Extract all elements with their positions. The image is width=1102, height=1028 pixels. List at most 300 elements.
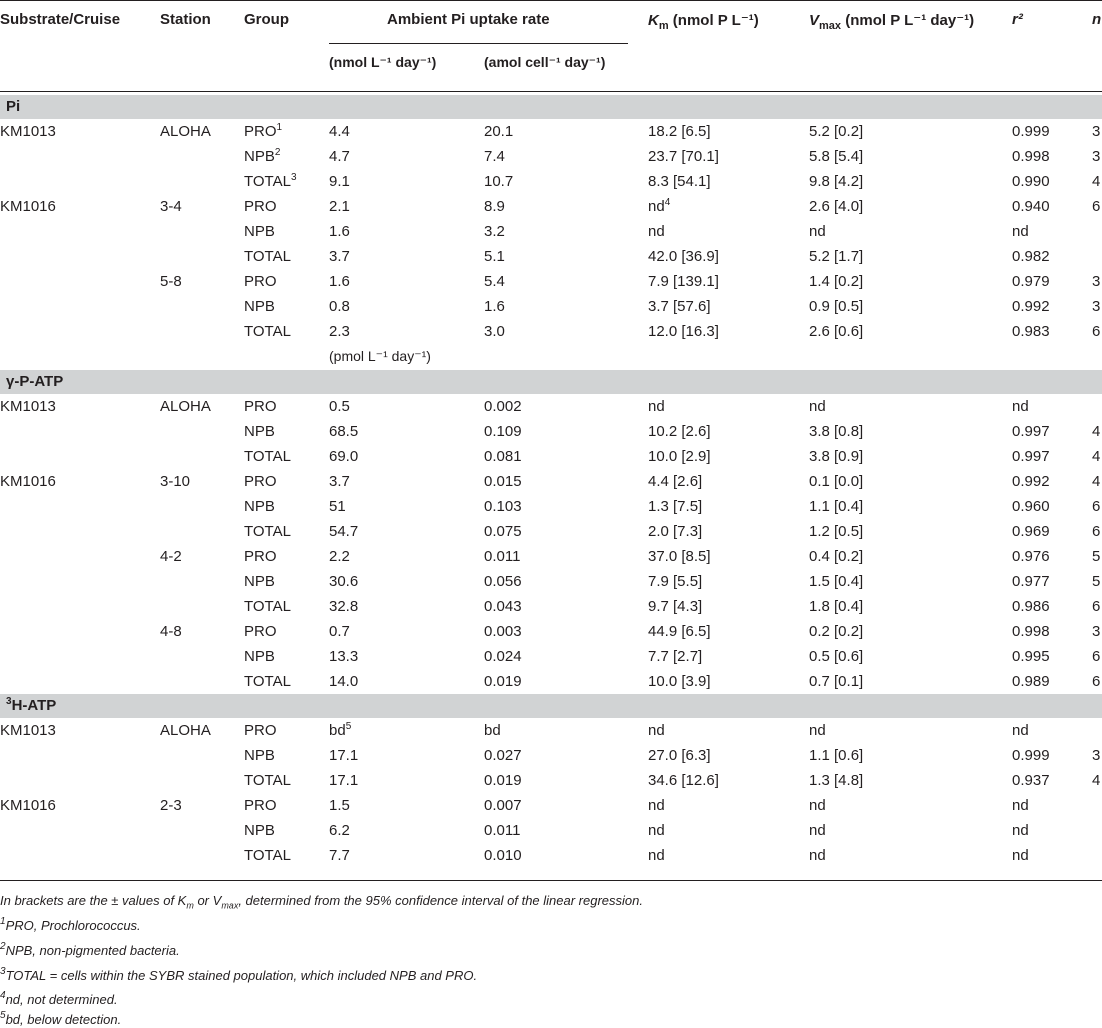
r2-cell-text: 0.992 xyxy=(1012,473,1050,490)
r2-cell-text: 0.979 xyxy=(1012,273,1050,290)
station-cell-text: ALOHA xyxy=(160,398,211,415)
table-top-rule xyxy=(0,0,1102,1)
r2-cell xyxy=(1012,498,1050,515)
uptake-volume-cell xyxy=(329,548,350,565)
footnote-main-part1: In brackets are the ± values of K xyxy=(0,893,187,908)
km-cell xyxy=(648,198,670,215)
km-cell xyxy=(648,123,711,140)
uptake-volume-cell-text: bd xyxy=(329,722,346,739)
vmax-cell-text: 9.8 [4.2] xyxy=(809,173,864,190)
km-cell xyxy=(648,548,711,565)
uptake-cell-cell xyxy=(484,173,513,190)
uptake-cell-cell xyxy=(484,822,520,839)
group-cell-text: NPB xyxy=(244,298,275,315)
uptake-cell-cell xyxy=(484,473,522,490)
table-row xyxy=(0,220,1102,245)
n-cell xyxy=(1092,323,1100,340)
footnote-2 xyxy=(0,943,180,958)
group-cell xyxy=(244,198,277,215)
km-unit: (nmol P L⁻¹) xyxy=(668,12,759,29)
uptake-volume-cell xyxy=(329,298,350,315)
uptake-volume-cell xyxy=(329,198,350,215)
footnote-text: nd, not determined. xyxy=(5,992,118,1007)
group-cell-text: PRO xyxy=(244,473,277,490)
km-cell xyxy=(648,473,702,490)
n-cell-text: 6 xyxy=(1092,198,1101,215)
uptake-volume-cell xyxy=(329,673,358,690)
n-cell-text: 3 xyxy=(1092,623,1101,640)
km-cell xyxy=(648,248,719,265)
km-cell xyxy=(648,498,702,515)
station-cell xyxy=(160,548,182,565)
r2-cell xyxy=(1012,123,1050,140)
group-cell xyxy=(244,323,291,340)
group-cell xyxy=(244,648,275,665)
header-r2: r² xyxy=(1012,11,1023,28)
n-cell xyxy=(1092,173,1100,190)
km-cell-text: 23.7 [70.1] xyxy=(648,148,719,165)
group-cell-text: TOTAL xyxy=(244,448,291,465)
vmax-cell-text: nd xyxy=(809,223,826,240)
km-cell-text: 18.2 [6.5] xyxy=(648,123,711,140)
n-cell xyxy=(1092,673,1100,690)
vmax-cell xyxy=(809,623,863,640)
vmax-cell xyxy=(809,123,863,140)
r2-cell-text: nd xyxy=(1012,398,1029,415)
unit-note-row xyxy=(0,345,1102,370)
r2-cell xyxy=(1012,473,1050,490)
station-cell-text: 2-3 xyxy=(160,797,182,814)
r2-cell-text: 0.977 xyxy=(1012,573,1050,590)
n-cell-text: 6 xyxy=(1092,323,1101,340)
station-cell-text: ALOHA xyxy=(160,123,211,140)
cruise-cell-text: KM1016 xyxy=(0,473,56,490)
table-row xyxy=(0,545,1102,570)
cruise-cell-text: KM1013 xyxy=(0,123,56,140)
n-cell-text: 4 xyxy=(1092,173,1101,190)
group-cell-text: PRO xyxy=(244,123,277,140)
vmax-cell xyxy=(809,722,826,739)
table-row xyxy=(0,595,1102,620)
r2-cell-text: 0.990 xyxy=(1012,173,1050,190)
header-station: Station xyxy=(160,11,211,28)
uptake-cell-cell-text: 7.4 xyxy=(484,148,505,165)
uptake-cell-cell-text: 3.2 xyxy=(484,223,505,240)
uptake-cell-cell xyxy=(484,747,522,764)
uptake-cell-cell-text: 0.075 xyxy=(484,523,522,540)
r2-cell xyxy=(1012,248,1050,265)
cruise-cell-text: KM1013 xyxy=(0,722,56,739)
vmax-cell-text: 0.1 [0.0] xyxy=(809,473,864,490)
group-cell-text: TOTAL xyxy=(244,598,291,615)
group-cell-text: NPB xyxy=(244,498,275,515)
cruise-cell-text: KM1016 xyxy=(0,198,56,215)
n-cell-text: 3 xyxy=(1092,273,1101,290)
vmax-cell-text: 2.6 [4.0] xyxy=(809,198,864,215)
km-cell-text: nd xyxy=(648,198,665,215)
cruise-cell xyxy=(0,473,56,490)
vmax-cell xyxy=(809,772,863,789)
vmax-cell xyxy=(809,822,826,839)
station-cell-text: 3-10 xyxy=(160,473,191,490)
uptake-cell-cell xyxy=(484,847,522,864)
footnote-mark: 1 xyxy=(0,916,6,927)
group-cell-text: TOTAL xyxy=(244,173,291,190)
uptake-volume-cell-text: 30.6 xyxy=(329,573,359,590)
r2-cell xyxy=(1012,323,1050,340)
r2-cell-text: 0.960 xyxy=(1012,498,1050,515)
vmax-cell-text: nd xyxy=(809,398,826,415)
vmax-cell-text: nd xyxy=(809,847,826,864)
vmax-cell-text: 0.4 [0.2] xyxy=(809,548,864,565)
table-row xyxy=(0,445,1102,470)
vmax-cell xyxy=(809,847,826,864)
uptake-volume-cell-footnote-mark: 5 xyxy=(345,721,352,732)
r2-cell xyxy=(1012,747,1050,764)
uptake-volume-cell-text: 68.5 xyxy=(329,423,359,440)
km-cell-text: 10.2 [2.6] xyxy=(648,423,711,440)
uptake-volume-cell-text: 54.7 xyxy=(329,523,359,540)
table-row xyxy=(0,620,1102,645)
vmax-cell-text: 0.7 [0.1] xyxy=(809,673,864,690)
group-cell-text: PRO xyxy=(244,273,277,290)
uptake-volume-cell-text: 0.7 xyxy=(329,623,350,640)
r2-cell-text: nd xyxy=(1012,847,1029,864)
footnote-1 xyxy=(0,918,141,933)
km-cell-text: 42.0 [36.9] xyxy=(648,248,719,265)
uptake-cell-cell xyxy=(484,323,505,340)
table-row xyxy=(0,170,1102,195)
station-cell-text: 4-8 xyxy=(160,623,182,640)
uptake-volume-cell-text: 17.1 xyxy=(329,747,359,764)
uptake-cell-cell-text: bd xyxy=(484,722,501,739)
header-group: Group xyxy=(244,11,289,28)
uptake-volume-cell-text: 69.0 xyxy=(329,448,359,465)
r2-cell-text: 0.940 xyxy=(1012,198,1050,215)
r2-cell xyxy=(1012,797,1029,814)
table-row xyxy=(0,195,1102,220)
vmax-cell xyxy=(809,173,863,190)
vmax-cell xyxy=(809,548,863,565)
group-cell-text: TOTAL xyxy=(244,772,291,789)
uptake-cell-cell-text: 5.1 xyxy=(484,248,505,265)
uptake-volume-cell xyxy=(329,323,350,340)
uptake-cell-cell xyxy=(484,398,522,415)
vmax-cell xyxy=(809,298,863,315)
uptake-volume-cell-text: 13.3 xyxy=(329,648,359,665)
km-cell-text: nd xyxy=(648,398,665,415)
uptake-cell-cell xyxy=(484,598,522,615)
n-cell xyxy=(1092,273,1100,290)
km-cell xyxy=(648,822,665,839)
uptake-volume-cell-text: 14.0 xyxy=(329,673,359,690)
uptake-volume-cell xyxy=(329,598,358,615)
uptake-volume-cell-text: 17.1 xyxy=(329,772,359,789)
vmax-cell-text: 1.1 [0.4] xyxy=(809,498,864,515)
uptake-cell-cell-text: 8.9 xyxy=(484,198,505,215)
group-cell-text: TOTAL xyxy=(244,523,291,540)
uptake-volume-cell xyxy=(329,623,350,640)
km-cell-text: 12.0 [16.3] xyxy=(648,323,719,340)
group-cell xyxy=(244,498,275,515)
uptake-volume-cell-text: 0.5 xyxy=(329,398,350,415)
uptake-volume-cell xyxy=(329,423,358,440)
footnote-main-sub1: m xyxy=(186,900,194,911)
vmax-cell xyxy=(809,273,863,290)
km-symbol: K xyxy=(648,12,659,29)
vmax-cell xyxy=(809,498,863,515)
footnote-mark: 4 xyxy=(0,990,6,1001)
cruise-cell xyxy=(0,722,56,739)
section-title-sup: 3 xyxy=(6,696,12,707)
r2-cell xyxy=(1012,523,1050,540)
header-ambient-sub-volume: (nmol L⁻¹ day⁻¹) xyxy=(329,54,437,70)
uptake-volume-cell xyxy=(329,123,350,140)
r2-cell xyxy=(1012,648,1050,665)
n-cell xyxy=(1092,598,1100,615)
vmax-cell xyxy=(809,523,863,540)
uptake-volume-cell xyxy=(329,523,358,540)
table-row xyxy=(0,420,1102,445)
uptake-cell-cell-text: 0.011 xyxy=(484,822,521,839)
uptake-volume-cell xyxy=(329,498,346,515)
table-row xyxy=(0,794,1102,819)
group-cell xyxy=(244,772,291,789)
group-cell xyxy=(244,747,275,764)
km-cell-text: 8.3 [54.1] xyxy=(648,173,711,190)
r2-cell xyxy=(1012,198,1050,215)
uptake-volume-cell xyxy=(329,747,358,764)
group-cell-text: NPB xyxy=(244,822,275,839)
uptake-cell-cell xyxy=(484,772,522,789)
r2-cell-text: 0.992 xyxy=(1012,298,1050,315)
vmax-cell xyxy=(809,598,863,615)
footnote-mark: 5 xyxy=(0,1010,6,1021)
uptake-cell-cell-text: 0.011 xyxy=(484,548,521,565)
uptake-volume-cell-text: 51 xyxy=(329,498,346,515)
n-cell xyxy=(1092,473,1100,490)
km-cell-text: nd xyxy=(648,847,665,864)
km-cell-text: 7.9 [139.1] xyxy=(648,273,719,290)
section-band-3h-atp xyxy=(0,694,1102,718)
uptake-cell-cell xyxy=(484,223,505,240)
group-cell-text: TOTAL xyxy=(244,323,291,340)
vmax-cell-text: 1.2 [0.5] xyxy=(809,523,864,540)
uptake-cell-cell-text: 0.019 xyxy=(484,673,522,690)
r2-cell xyxy=(1012,148,1050,165)
km-cell xyxy=(648,673,711,690)
n-cell-text: 4 xyxy=(1092,423,1101,440)
uptake-volume-cell-text: 6.2 xyxy=(329,822,350,839)
uptake-volume-cell xyxy=(329,473,350,490)
table-row xyxy=(0,145,1102,170)
r2-cell-text: 0.997 xyxy=(1012,423,1050,440)
uptake-volume-cell-text: 2.1 xyxy=(329,198,350,215)
uptake-volume-cell xyxy=(329,797,350,814)
group-cell xyxy=(244,847,291,864)
group-cell xyxy=(244,298,275,315)
km-cell xyxy=(648,298,711,315)
uptake-volume-cell xyxy=(329,722,351,739)
group-cell-text: NPB xyxy=(244,148,275,165)
uptake-volume-cell-text: 3.7 xyxy=(329,248,350,265)
section-title: γ-P-ATP xyxy=(6,373,64,390)
station-cell xyxy=(160,198,182,215)
n-cell xyxy=(1092,772,1100,789)
table-row xyxy=(0,719,1102,744)
group-cell xyxy=(244,673,291,690)
table-row xyxy=(0,495,1102,520)
uptake-volume-cell-text: 1.5 xyxy=(329,797,350,814)
uptake-cell-cell-text: 3.0 xyxy=(484,323,505,340)
uptake-cell-cell-text: 0.002 xyxy=(484,398,522,415)
vmax-cell-text: 0.5 [0.6] xyxy=(809,648,864,665)
uptake-cell-cell xyxy=(484,448,522,465)
r2-cell xyxy=(1012,448,1050,465)
table-row xyxy=(0,769,1102,794)
uptake-cell-cell xyxy=(484,548,520,565)
n-cell-text: 6 xyxy=(1092,498,1101,515)
km-cell-text: 27.0 [6.3] xyxy=(648,747,711,764)
r2-cell xyxy=(1012,223,1029,240)
station-cell xyxy=(160,398,211,415)
r2-cell-text: 0.989 xyxy=(1012,673,1050,690)
group-cell xyxy=(244,448,291,465)
group-cell-text: TOTAL xyxy=(244,847,291,864)
km-cell xyxy=(648,273,719,290)
vmax-cell-text: nd xyxy=(809,722,826,739)
cruise-cell-text: KM1013 xyxy=(0,398,56,415)
n-cell-text: 6 xyxy=(1092,648,1101,665)
section-band-gamma-p-atp xyxy=(0,370,1102,394)
table-bottom-rule xyxy=(0,880,1102,881)
km-cell-text: 9.7 [4.3] xyxy=(648,598,703,615)
uptake-volume-cell-text: 2.2 xyxy=(329,548,350,565)
table-row xyxy=(0,120,1102,145)
uptake-cell-cell-text: 1.6 xyxy=(484,298,505,315)
table-row xyxy=(0,570,1102,595)
n-cell xyxy=(1092,548,1100,565)
n-cell-text: 3 xyxy=(1092,747,1101,764)
uptake-cell-cell-text: 0.007 xyxy=(484,797,522,814)
uptake-volume-cell xyxy=(329,648,358,665)
header-vmax xyxy=(809,11,974,32)
uptake-cell-cell-text: 0.056 xyxy=(484,573,522,590)
km-cell xyxy=(648,323,719,340)
footnote-5 xyxy=(0,1012,121,1027)
vmax-cell-text: 5.2 [0.2] xyxy=(809,123,864,140)
km-cell xyxy=(648,398,665,415)
uptake-cell-cell xyxy=(484,498,522,515)
vmax-cell xyxy=(809,473,863,490)
ambient-uptake-rule xyxy=(329,43,628,44)
uptake-volume-cell-text: 4.4 xyxy=(329,123,350,140)
vmax-cell xyxy=(809,148,863,165)
uptake-cell-cell-text: 0.109 xyxy=(484,423,522,440)
uptake-volume-cell xyxy=(329,248,350,265)
group-cell-footnote-mark: 3 xyxy=(290,172,297,183)
uptake-cell-cell-text: 0.015 xyxy=(484,473,522,490)
km-cell xyxy=(648,847,665,864)
r2-cell-text: 0.999 xyxy=(1012,123,1050,140)
uptake-cell-cell xyxy=(484,248,505,265)
group-cell-text: PRO xyxy=(244,722,277,739)
n-cell xyxy=(1092,148,1100,165)
footnote-main-part2: or V xyxy=(193,893,222,908)
r2-cell xyxy=(1012,273,1050,290)
table-row xyxy=(0,520,1102,545)
n-cell xyxy=(1092,747,1100,764)
vmax-cell xyxy=(809,448,863,465)
n-cell-text: 3 xyxy=(1092,123,1101,140)
vmax-symbol: V xyxy=(809,12,820,29)
section-title-3h-atp xyxy=(6,697,56,714)
header-km xyxy=(648,11,759,32)
group-cell-text: NPB xyxy=(244,747,275,764)
vmax-cell xyxy=(809,423,863,440)
group-cell xyxy=(244,822,275,839)
table-row xyxy=(0,270,1102,295)
r2-cell xyxy=(1012,822,1029,839)
km-cell-text: 44.9 [6.5] xyxy=(648,623,711,640)
uptake-cell-cell xyxy=(484,648,522,665)
vmax-cell-text: 0.9 [0.5] xyxy=(809,298,864,315)
n-cell xyxy=(1092,523,1100,540)
km-cell xyxy=(648,423,711,440)
r2-cell-text: 0.937 xyxy=(1012,772,1050,789)
group-cell xyxy=(244,523,291,540)
group-cell-text: NPB xyxy=(244,423,275,440)
table-row xyxy=(0,395,1102,420)
uptake-cell-cell-text: 20.1 xyxy=(484,123,514,140)
group-cell-footnote-mark: 2 xyxy=(274,147,281,158)
footnote-mark: 3 xyxy=(0,966,6,977)
r2-cell-text: 0.982 xyxy=(1012,248,1050,265)
cruise-cell-text: KM1016 xyxy=(0,797,56,814)
footnote-text: TOTAL = cells within the SYBR stained population, which included NPB and PRO. xyxy=(5,968,478,983)
n-cell xyxy=(1092,298,1100,315)
vmax-cell-text: 5.2 [1.7] xyxy=(809,248,864,265)
group-cell xyxy=(244,548,277,565)
group-cell-text: TOTAL xyxy=(244,673,291,690)
uptake-cell-cell xyxy=(484,573,522,590)
footnote-4 xyxy=(0,992,118,1007)
uptake-cell-cell xyxy=(484,123,513,140)
r2-cell xyxy=(1012,173,1050,190)
station-cell xyxy=(160,623,182,640)
km-cell xyxy=(648,148,719,165)
n-cell xyxy=(1092,448,1100,465)
header-n: n xyxy=(1092,11,1102,28)
uptake-volume-cell-text: 7.7 xyxy=(329,847,350,864)
uptake-cell-cell-text: 0.043 xyxy=(484,598,522,615)
km-subscript: m xyxy=(658,20,669,32)
footnote-mark: 2 xyxy=(0,941,6,952)
r2-cell-text: 0.976 xyxy=(1012,548,1050,565)
group-cell xyxy=(244,623,277,640)
group-cell xyxy=(244,223,275,240)
uptake-volume-cell xyxy=(329,398,350,415)
km-cell xyxy=(648,523,702,540)
uptake-volume-cell-text: 9.1 xyxy=(329,173,350,190)
uptake-volume-cell xyxy=(329,573,358,590)
group-cell xyxy=(244,273,277,290)
vmax-cell xyxy=(809,797,826,814)
uptake-cell-cell-text: 0.103 xyxy=(484,498,522,515)
station-cell-text: 3-4 xyxy=(160,198,182,215)
station-cell-text: ALOHA xyxy=(160,722,211,739)
n-cell-text: 4 xyxy=(1092,448,1101,465)
